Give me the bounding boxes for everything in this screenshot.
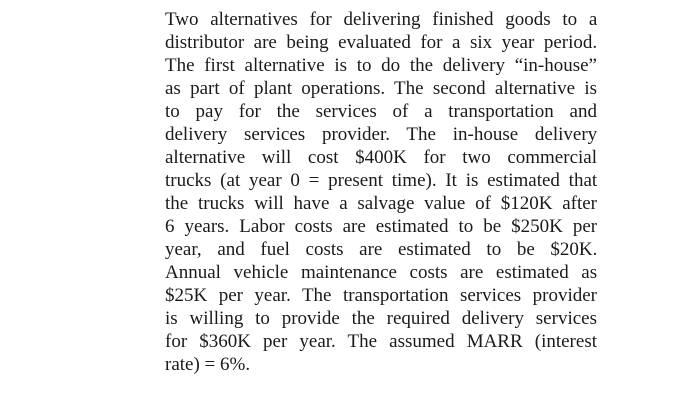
problem-line: for $360K per year. The assumed MARR (interest (165, 331, 597, 352)
problem-line: trucks (at year 0 = present time). It is estimated that (165, 170, 598, 191)
problem-statement (165, 8, 597, 376)
problem-line: the trucks will have a salvage value of $120K after (165, 193, 597, 214)
problem-line: is willing to provide the required delivery services (165, 308, 597, 329)
problem-line: year, and fuel costs are estimated to be $20K. (165, 239, 598, 260)
problem-line: Two alternatives for delivering finished goods to a (165, 9, 598, 30)
problem-line: as part of plant operations. The second alternative is (165, 78, 597, 99)
problem-line: Annual vehicle maintenance costs are estimated as (165, 262, 598, 283)
problem-line: $25K per year. The transportation services provider (165, 285, 597, 306)
problem-line: The first alternative is to do the delivery “in-house” (165, 55, 597, 76)
problem-line: distributor are being evaluated for a six year period. (165, 32, 598, 53)
problem-line: to pay for the services of a transportation and (165, 101, 597, 122)
problem-line: 6 years. Labor costs are estimated to be $250K per (165, 216, 598, 237)
problem-line: alternative will cost $400K for two commercial (165, 147, 597, 168)
problem-line: delivery services provider. The in-house delivery (165, 124, 598, 145)
problem-line: rate) = 6%. (165, 354, 251, 375)
